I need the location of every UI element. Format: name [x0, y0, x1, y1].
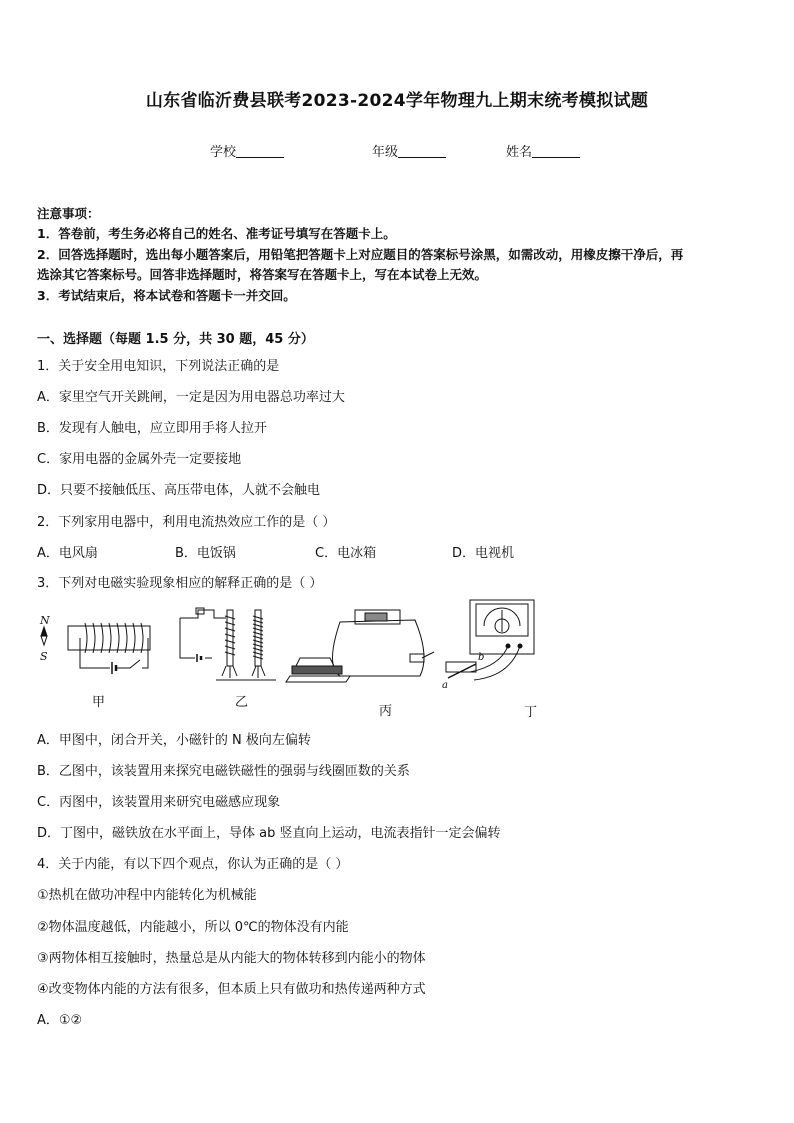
grade-blank — [398, 145, 446, 158]
name-blank — [532, 145, 580, 158]
q2-stem: 2．下列家用电器中，利用电流热效应工作的是（ ） — [37, 515, 336, 530]
label-b: b — [478, 652, 485, 663]
notice-item-3: 3．考试结束后，将本试卷和答题卡一并交回。 — [37, 288, 296, 303]
compass-s-label: S — [40, 650, 48, 663]
q3-figure — [30, 596, 560, 720]
school-field — [210, 141, 284, 160]
q2-option-d: D．电视机 — [452, 546, 515, 561]
name-field — [506, 141, 580, 160]
q1-option-b: B．发现有人触电，应立即用手将人拉开 — [37, 421, 267, 436]
notice-item-1: 1．答卷前，考生务必将自己的姓名、准考证号填写在答题卡上。 — [37, 226, 396, 241]
grade-field — [372, 141, 446, 160]
q2-option-a: A．电风扇 — [37, 546, 98, 561]
compass-needle-icon — [41, 627, 47, 636]
notice-item-2b: 选涂其它答案标号。回答非选择题时，将答案写在答题卡上，写在本试卷上无效。 — [37, 267, 488, 282]
q1-stem: 1．关于安全用电知识，下列说法正确的是 — [37, 359, 280, 374]
conductor-ab-icon — [448, 664, 476, 678]
fig-label-ding: 丁 — [524, 705, 538, 720]
figure-jia — [39, 614, 150, 674]
q4-statement-4: ④改变物体内能的方法有很多，但本质上只有做功和热传递两种方式 — [37, 982, 426, 997]
q3-option-b: B．乙图中，该装置用来探究电磁铁磁性的强弱与线圈匝数的关系 — [37, 764, 410, 779]
school-blank — [236, 145, 284, 158]
fig-label-jia: 甲 — [92, 695, 106, 710]
paper-clips-icon — [222, 666, 265, 678]
figure-yi — [180, 608, 276, 680]
label-a: a — [442, 680, 448, 691]
q3-option-a: A．甲图中，闭合开关，小磁针的 N 极向左偏转 — [37, 733, 311, 748]
fig-label-yi: 乙 — [235, 695, 249, 710]
q1-option-c: C．家用电器的金属外壳一定要接地 — [37, 452, 242, 467]
q3-option-d: D．丁图中，磁铁放在水平面上，导体 ab 竖直向上运动，电流表指针一定会偏转 — [37, 826, 501, 841]
q4-statement-3: ③两物体相互接触时，热量总是从内能大的物体转移到内能小的物体 — [37, 951, 426, 966]
q1-option-a: A．家里空气开关跳闸，一定是因为用电器总功率过大 — [37, 390, 345, 405]
notice-item-2a: 2．回答选择题时，选出每小题答案后，用铅笔把答题卡上对应题目的答案标号涂黑，如需改动，用橡皮擦干净后，再 — [37, 247, 684, 262]
q4-statement-2: ②物体温度越低，内能越小，所以 0℃的物体没有内能 — [37, 920, 349, 935]
notice-heading: 注意事项： — [37, 206, 100, 221]
figure-bing — [286, 610, 434, 682]
fig-label-bing: 丙 — [379, 704, 393, 719]
q4-option-a: A．①② — [37, 1013, 83, 1028]
compass-n-label: N — [40, 614, 50, 627]
name-label: 姓名 — [506, 145, 533, 160]
q2-option-b: B．电饭锅 — [175, 546, 236, 561]
q1-option-d: D．只要不接触低压、高压带电体，人就不会触电 — [37, 483, 321, 498]
q3-stem: 3．下列对电磁实验现象相应的解释正确的是（ ） — [37, 576, 323, 591]
school-label: 学校 — [210, 145, 237, 160]
q4-statement-1: ①热机在做功冲程中内能转化为机械能 — [37, 888, 257, 903]
figure-ding — [446, 600, 534, 680]
magnet-icon — [292, 666, 342, 674]
q3-option-c: C．丙图中，该装置用来研究电磁感应现象 — [37, 795, 281, 810]
section-heading: 一、选择题（每题 1.5 分，共 30 题，45 分） — [37, 332, 314, 347]
switch-base-icon — [410, 654, 424, 662]
q4-stem: 4．关于内能，有以下四个观点，你认为正确的是（ ） — [37, 857, 349, 872]
page-title: 山东省临沂费县联考2023-2024学年物理九上期末统考模拟试题 — [145, 91, 649, 111]
q2-option-c: C．电冰箱 — [315, 546, 377, 561]
switch-icon — [116, 660, 140, 668]
grade-label: 年级 — [372, 145, 399, 160]
